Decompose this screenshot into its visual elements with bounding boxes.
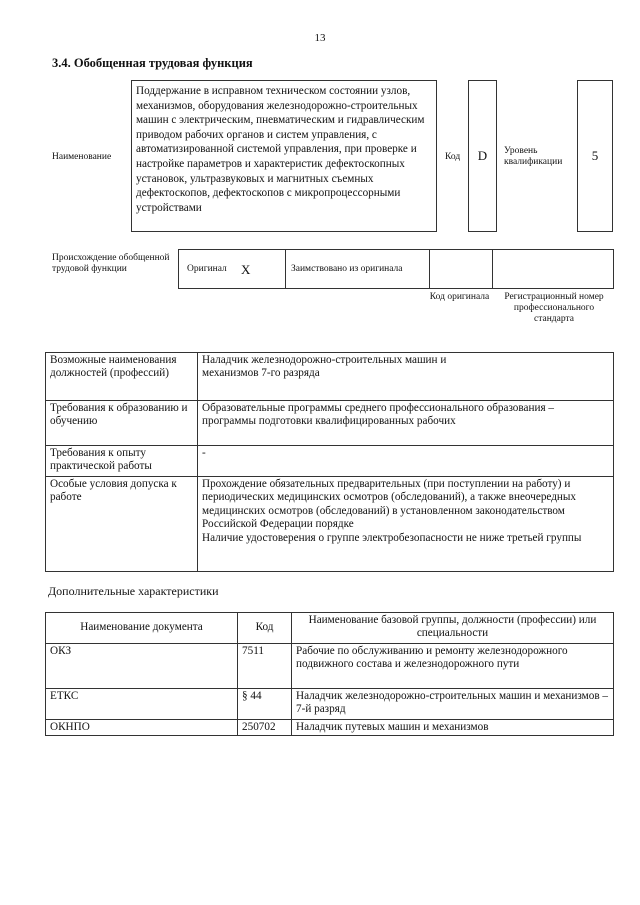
req-value [198,477,614,572]
code-cell: 250702 [238,720,292,736]
level-label: Уровень квалификации [504,146,563,167]
table-row [46,644,614,689]
req-value: - [198,446,614,477]
level-value-box [577,80,613,232]
function-name-box [131,80,437,232]
borrowed-label: Заимствовано из оригинала [291,264,403,274]
code-cell: 7511 [238,644,292,689]
req-label: Особые условия допуска к работе [46,477,198,572]
doc-name-cell: ОКЗ [46,644,238,689]
requirements-table [45,352,614,572]
req-value: Образовательные программы среднего профессионального образования – программы подготовки квалифицированных рабочих [198,401,614,446]
req-value-text-2: Наличие удостоверения о группе электробезопасности не ниже третьей группы [202,531,582,544]
code-value: D [477,148,488,163]
code-cell: § 44 [238,689,292,720]
req-value-text: Наладчик железнодорожно-строительных машин и механизмов 7-го разряда [202,354,447,380]
code-original-caption: Код оригинала [429,292,490,302]
function-name-text: Поддержание в исправном техническом состоянии узлов, механизмов, оборудования железнодорожно-строительных машин с электрическим, пневматическим и гидравлическим приводом рабочих органов и систем управления, с автоматизированной системой управления, при проверке и настройке параметров и характеристик дефектоскопных установок, ультразвуковых и магнитных съемных дефектоскопов, дефектоскопов с микропроцессорными устройствами [136,85,425,214]
header-cell: Наименование базовой группы, должности (профессии) или специальности [292,613,614,644]
additional-title: Дополнительные характеристики [48,584,219,598]
original-cell [179,250,286,288]
code-label: Код [445,152,461,162]
table-row [46,689,614,720]
req-label: Требования к опыту практической работы [46,446,198,477]
table-row [46,446,614,477]
table-row [46,353,614,401]
req-value-text: Прохождение обязательных предварительных (при поступлении на работу) и периодических медицинских осмотров (обследований), а также внеочередных медицинских осмотров (обследований) в установленном законодательством Российской Федерации порядке [202,478,577,531]
table-row [46,720,614,736]
group-name-cell: Рабочие по обслуживанию и ремонту железнодорожного подвижного состава и железнодорожного пути [292,644,614,689]
reg-number-cell [492,250,613,288]
table-row [46,613,614,644]
origin-label: Происхождение обобщенной трудовой функции [52,253,170,274]
original-label: Оригинал [187,264,227,274]
reg-number-caption: Регистрационный номер профессионального стандарта [504,292,604,324]
header-cell: Наименование документа [46,613,238,644]
page-number: 13 [314,32,326,44]
group-name-cell: Наладчик путевых машин и механизмов [292,720,614,736]
req-value [198,353,614,401]
doc-name-cell: ЕТКС [46,689,238,720]
section-title: 3.4. Обобщенная трудовая функция [52,56,253,70]
level-value: 5 [591,148,599,163]
name-label: Наименование [52,152,112,162]
table-row [46,401,614,446]
req-label: Требования к образованию и обучению [46,401,198,446]
code-original-cell [429,250,493,288]
origin-row [178,249,614,289]
group-name-cell: Наладчик железнодорожно-строительных машин и механизмов – 7-й разряд [292,689,614,720]
doc-name-cell: ОКНПО [46,720,238,736]
code-value-box [468,80,497,232]
additional-table [45,612,614,736]
table-row [46,477,614,572]
original-mark: X [241,262,251,277]
header-cell: Код [238,613,292,644]
req-label: Возможные наименования должностей (профессий) [46,353,198,401]
borrowed-cell [285,250,430,288]
